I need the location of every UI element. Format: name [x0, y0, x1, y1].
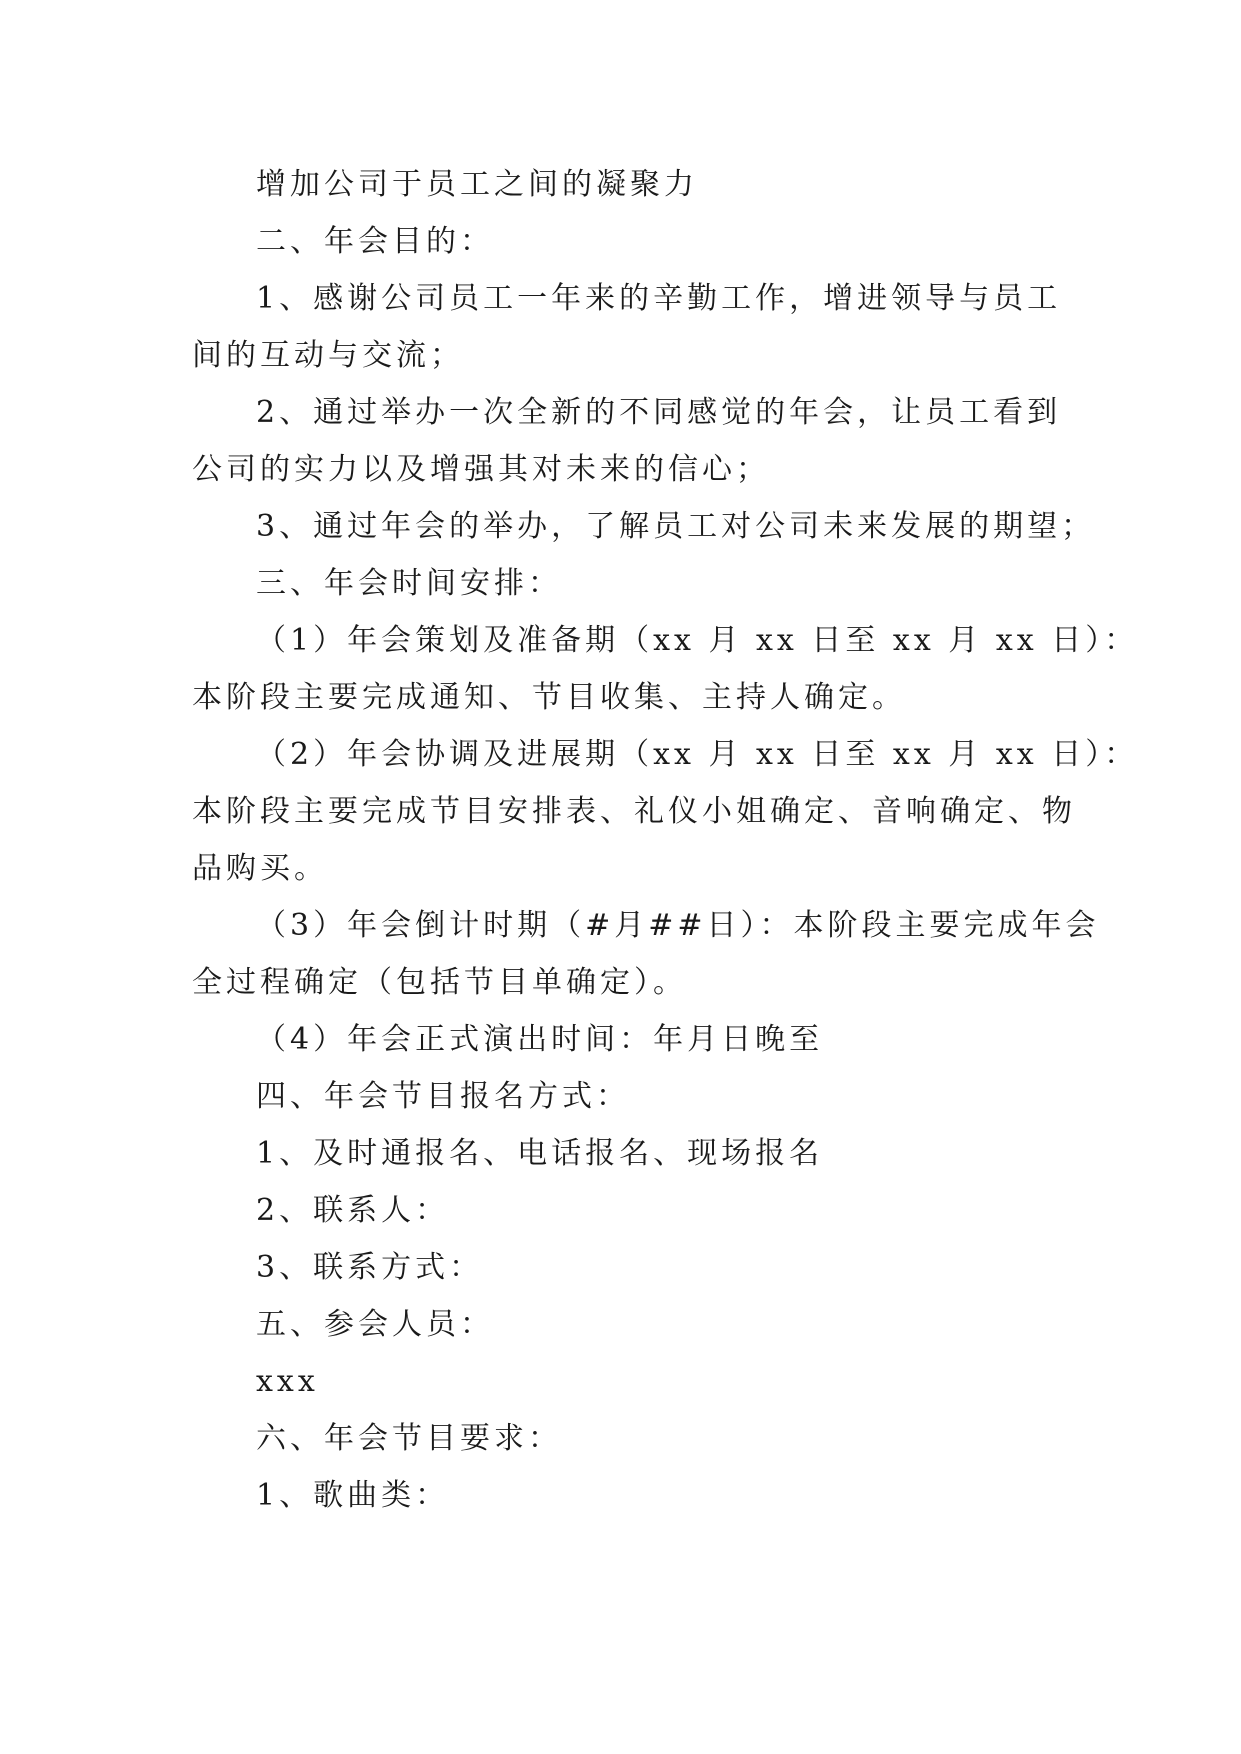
text-line: 增加公司于员工之间的凝聚力: [256, 167, 698, 202]
text-line: 品购买。: [192, 851, 328, 886]
text-line: （1）年会策划及准备期（xx 月 xx 日至 xx 月 xx 日）：: [256, 623, 1139, 658]
section-heading: 二、年会目的：: [256, 224, 494, 259]
text-line: 1、感谢公司员工一年来的辛勤工作，增进领导与员工: [256, 281, 1062, 316]
text-line: 1、歌曲类：: [256, 1478, 450, 1513]
text-line: （4）年会正式演出时间：年月日晚至: [256, 1022, 824, 1057]
text-line: 本阶段主要完成通知、节目收集、主持人确定。: [192, 680, 906, 715]
section-heading: 六、年会节目要求：: [256, 1421, 562, 1456]
text-line: 3、通过年会的举办，了解员工对公司未来发展的期望；: [256, 509, 1096, 544]
text-line: xxx: [256, 1364, 319, 1399]
section-heading: 五、参会人员：: [256, 1307, 494, 1342]
text-line: 本阶段主要完成节目安排表、礼仪小姐确定、音响确定、物: [192, 794, 1076, 829]
text-line: （2）年会协调及进展期（xx 月 xx 日至 xx 月 xx 日）：: [256, 737, 1139, 772]
text-line: 2、通过举办一次全新的不同感觉的年会，让员工看到: [256, 395, 1062, 430]
text-line: 3、联系方式：: [256, 1250, 484, 1285]
text-line: 1、及时通报名、电话报名、现场报名: [256, 1136, 824, 1171]
section-heading: 四、年会节目报名方式：: [256, 1079, 630, 1114]
text-line: 2、联系人：: [256, 1193, 450, 1228]
text-line: 全过程确定（包括节目单确定）。: [192, 965, 687, 1000]
text-line: （3）年会倒计时期（#月##日）：本阶段主要完成年会: [256, 908, 1100, 943]
text-line: 公司的实力以及增强其对未来的信心；: [192, 452, 770, 487]
section-heading: 三、年会时间安排：: [256, 566, 562, 601]
text-line: 间的互动与交流；: [192, 338, 464, 373]
